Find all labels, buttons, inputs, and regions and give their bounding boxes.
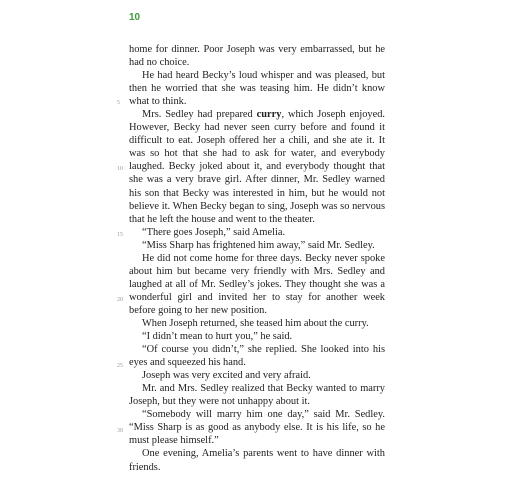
paragraph: home for dinner. Poor Joseph was very embarrassed, but he had no choice. (129, 44, 385, 69)
line-number-15: 15 (117, 232, 123, 238)
paragraph: “Of course you didn’t,” she replied. She looked into his eyes and squeezed his hand. (129, 344, 385, 369)
line-number-10: 10 (117, 166, 123, 172)
paragraph: Joseph was very excited and very afraid. (142, 370, 311, 382)
paragraph: “Miss Sharp has frightened him away,” said Mr. Sedley. (142, 239, 375, 251)
paragraph: He had heard Becky’s loud whisper and was pleased, but then he worried that she was teasing him. He didn’t know what to think. (129, 70, 385, 108)
line-number-20: 20 (117, 297, 123, 303)
paragraph: He did not come home for three days. Becky never spoke about him but became very friendly with Mrs. Sedley and laughed at all of Mr. Sedley’s jokes. They thought she was a wonderful girl and invited her to stay for another week before going to her new position. (129, 252, 385, 316)
paragraph-text: , which Joseph enjoyed. However, Becky had never seen curry before and found it difficult to eat. Joseph offered her a chili, and she ate it. It was so hot that she had to ask for water, and everybody laughed. Becky joked about it, and everybody thought that she was a very brave girl. After dinner, Mr. Sedley warned his son that Becky was interested in him, but he would not believe it. When Becky began to sing, Joseph was so nervous that he left the house and went to the theater. (129, 109, 385, 225)
page-number: 10 (129, 12, 141, 23)
paragraph (129, 108, 385, 225)
paragraph-text: Mrs. Sedley had prepared (142, 109, 257, 121)
paragraph: Mr. and Mrs. Sedley realized that Becky wanted to marry Joseph, but they were not unhappy about it. (129, 383, 385, 408)
line-number-30: 30 (117, 428, 123, 434)
paragraph: When Joseph returned, she teased him about the curry. (142, 317, 369, 329)
body-text (129, 43, 385, 474)
line-number-5: 5 (117, 100, 120, 106)
paragraph: “There goes Joseph,” said Amelia. (142, 226, 286, 238)
paragraph: “I didn’t mean to hurt you,” he said. (142, 331, 293, 343)
paragraph: “Somebody will marry him one day,” said Mr. Sedley. “Miss Sharp is as good as anybody else. It is his life, so he must please himself.” (129, 409, 385, 447)
paragraph: One evening, Amelia’s parents went to have dinner with friends. (129, 448, 385, 473)
line-number-25: 25 (117, 363, 123, 369)
glossary-term: curry (256, 109, 282, 121)
